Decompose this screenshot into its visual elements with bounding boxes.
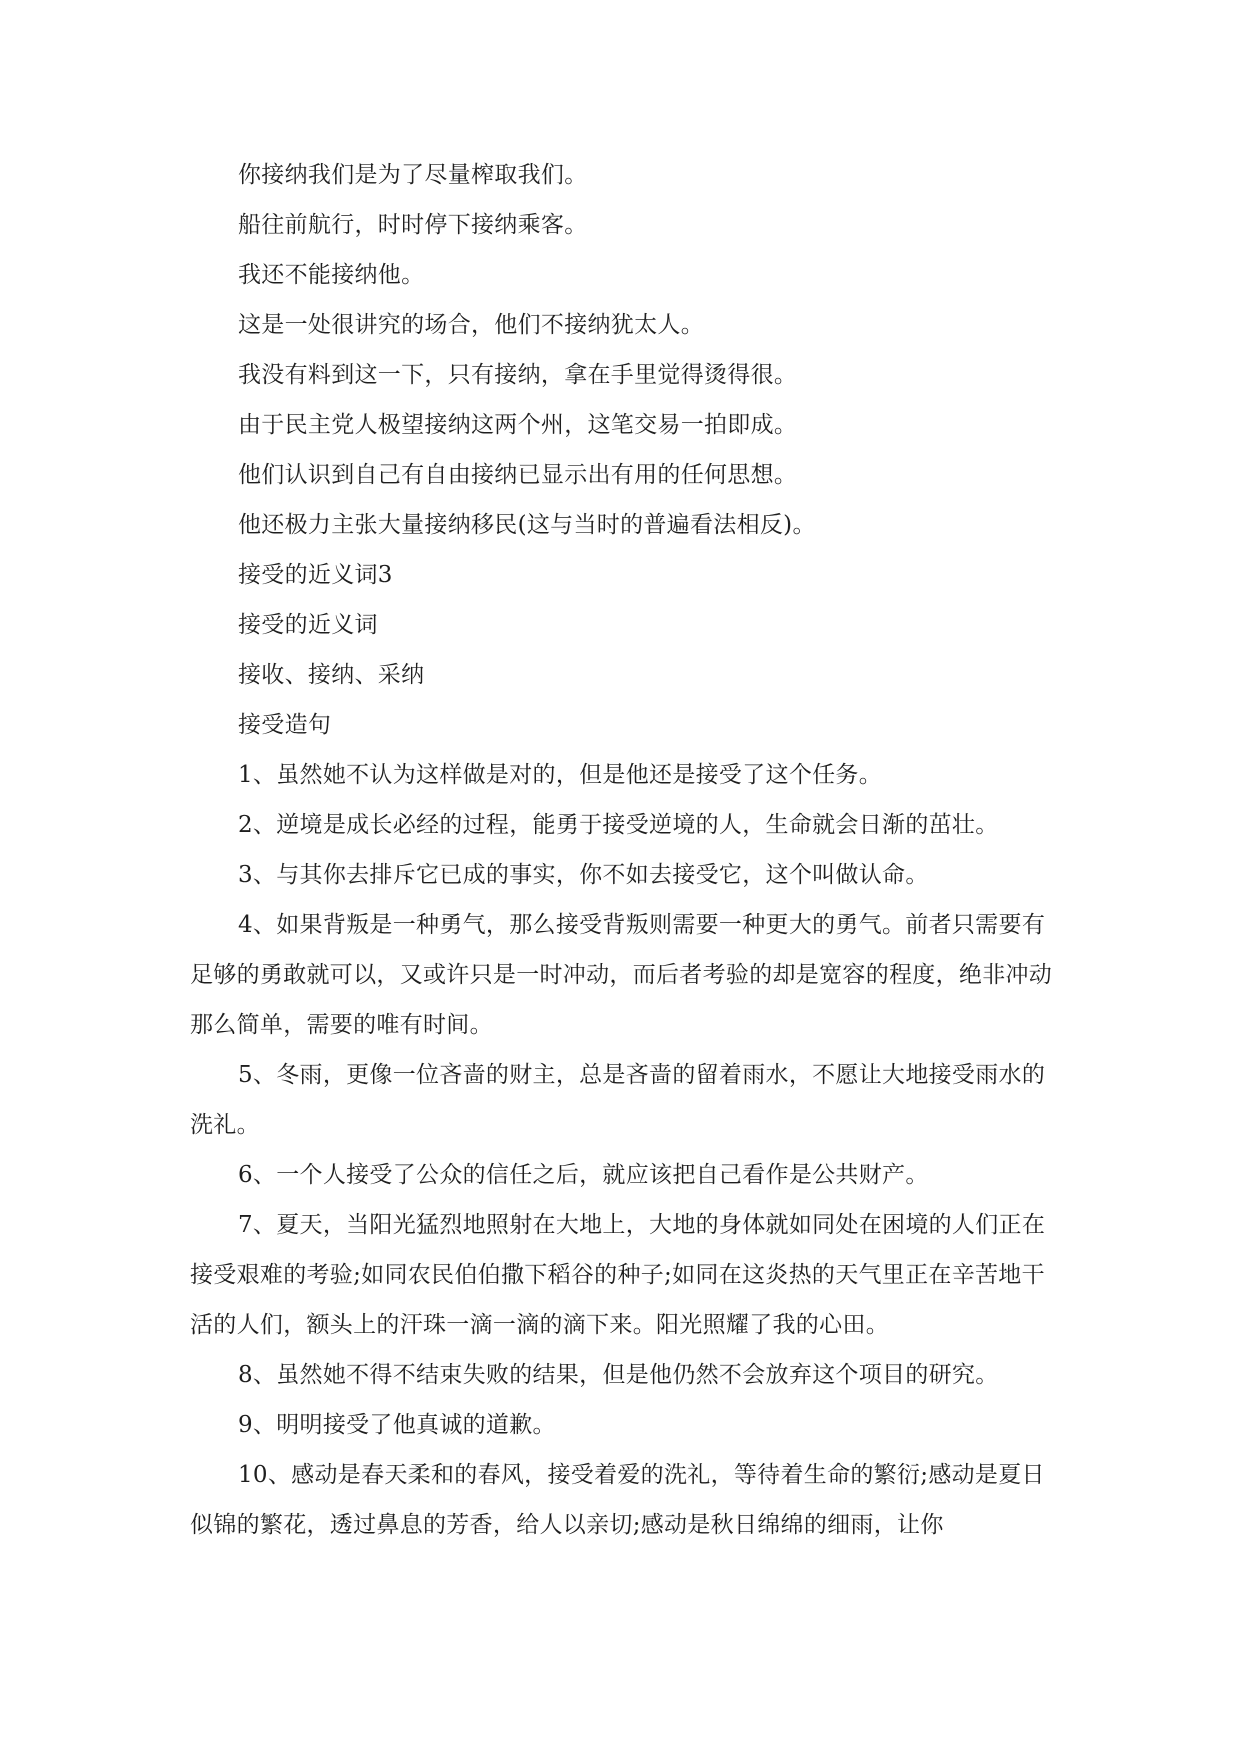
paragraph: 他还极力主张大量接纳移民(这与当时的普遍看法相反)。 [238,512,816,538]
subheading-synonyms: 接受的近义词 [238,612,378,638]
paragraph: 这是一处很讲究的场合，他们不接纳犹太人。 [238,312,704,338]
paragraph: 我还不能接纳他。 [238,262,425,288]
paragraph: 由于民主党人极望接纳这两个州，这笔交易一拍即成。 [238,412,798,438]
example-sentence: 2、逆境是成长必经的过程，能勇于接受逆境的人，生命就会日渐的茁壮。 [238,812,999,838]
synonym-list: 接收、接纳、采纳 [238,662,425,688]
example-sentence: 3、与其你去排斥它已成的事实，你不如去接受它，这个叫做认命。 [238,862,929,888]
example-sentence: 5、冬雨，更像一位吝啬的财主，总是吝啬的留着雨水，不愿让大地接受雨水的洗礼。 [190,1062,1046,1138]
example-sentence: 10、感动是春天柔和的春风，接受着爱的洗礼，等待着生命的繁衍;感动是夏日似锦的繁花，透过鼻息的芳香，给人以亲切;感动是秋日绵绵的细雨，让你 [190,1462,1045,1538]
document-body [190,150,1058,1550]
example-sentence: 9、明明接受了他真诚的道歉。 [238,1412,556,1438]
example-sentence: 7、夏天，当阳光猛烈地照射在大地上，大地的身体就如同处在困境的人们正在接受艰难的考验;如同农民伯伯撒下稻谷的种子;如同在这炎热的天气里正在辛苦地干活的人们，额头上的汗珠一滴一滴的滴下来。阳光照耀了我的心田。 [190,1212,1046,1338]
example-sentence: 8、虽然她不得不结束失败的结果，但是他仍然不会放弃这个项目的研究。 [238,1362,999,1388]
paragraph: 你接纳我们是为了尽量榨取我们。 [238,162,588,188]
paragraph: 我没有料到这一下，只有接纳，拿在手里觉得烫得很。 [238,362,798,388]
example-sentence: 6、一个人接受了公众的信任之后，就应该把自己看作是公共财产。 [238,1162,929,1188]
subheading-sentences: 接受造句 [238,712,332,738]
example-sentence: 1、虽然她不认为这样做是对的，但是他还是接受了这个任务。 [238,762,883,788]
section-heading: 接受的近义词3 [238,562,393,588]
paragraph: 船往前航行，时时停下接纳乘客。 [238,212,588,238]
paragraph: 他们认识到自己有自由接纳已显示出有用的任何思想。 [238,462,798,488]
example-sentence: 4、如果背叛是一种勇气，那么接受背叛则需要一种更大的勇气。前者只需要有足够的勇敢就可以，又或许只是一时冲动，而后者考验的却是宽容的程度，绝非冲动那么简单，需要的唯有时间。 [190,912,1053,1038]
